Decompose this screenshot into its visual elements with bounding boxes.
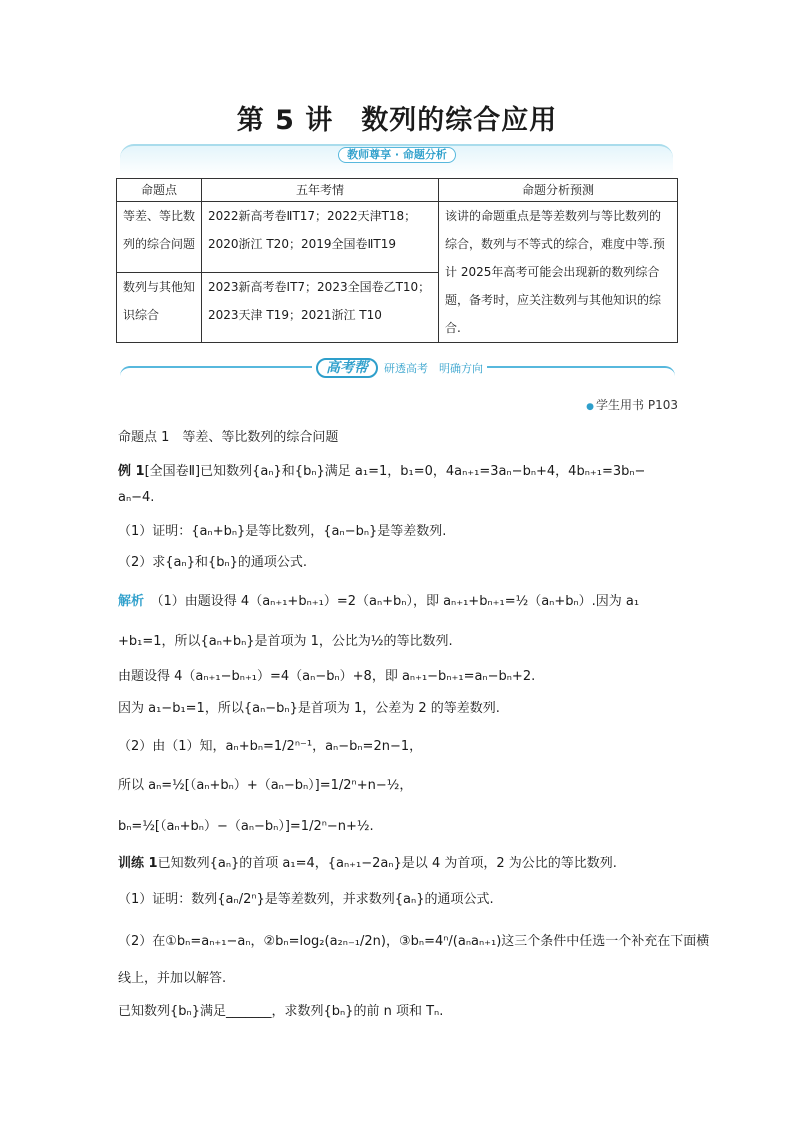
- example-line: 例 1[全国卷Ⅱ]已知数列{aₙ}和{bₙ}满足 a₁=1，b₁=0，4aₙ₊₁=3aₙ−bₙ+4，4bₙ₊₁=3bₙ−: [118, 464, 646, 479]
- solution-line: 解析 （1）由题设得 4（aₙ₊₁+bₙ₊₁）=2（aₙ+bₙ），即 aₙ₊₁+bₙ₊₁=½（aₙ+bₙ）.因为 a₁: [118, 594, 640, 609]
- question-2: （2）求{aₙ}和{bₙ}的通项公式.: [118, 555, 308, 570]
- training-line: 线上，并加以解答.: [118, 971, 227, 986]
- table-cell-history: 2023新高考卷ⅠT7；2023全国卷乙T10；2023天津 T19；2021浙江 T10: [202, 272, 439, 343]
- training-line: 已知数列{bₙ}满足_______，求数列{bₙ}的前 n 项和 Tₙ.: [118, 1004, 444, 1019]
- table-cell-prediction: 该讲的命题重点是等差数列与等比数列的综合，数列与不等式的综合，难度中等.预计 2025年高考可能会出现新的数列综合题，备考时，应关注数列与其他知识的综合.: [439, 202, 678, 343]
- gkb-banner: [312, 357, 487, 379]
- training-line: （1）证明：数列{aₙ/2ⁿ}是等差数列，并求数列{aₙ}的通项公式.: [118, 892, 494, 907]
- example-line: aₙ−4.: [118, 490, 155, 505]
- table-cell-history: 2022新高考卷ⅡT17；2022天津T18；2020浙江 T20；2019全国卷ⅡT19: [202, 202, 439, 273]
- page-title: 第 5 讲 数列的综合应用: [236, 105, 558, 136]
- table-cell-point: 等差、等比数列的综合问题: [117, 202, 202, 273]
- table-header-row: [117, 179, 678, 202]
- solution-label: 解析: [118, 594, 145, 609]
- gkb-badge: 高考帮: [316, 358, 378, 378]
- solution-line: +b₁=1，所以{aₙ+bₙ}是首项为 1，公比为½的等比数列.: [118, 634, 453, 649]
- question-1: （1）证明：{aₙ+bₙ}是等比数列，{aₙ−bₙ}是等差数列.: [118, 524, 447, 539]
- teacher-banner-label: 教师尊享 · 命题分析: [338, 147, 456, 163]
- training-label: 训练 1: [118, 856, 158, 871]
- topic-heading: 命题点 1 等差、等比数列的综合问题: [118, 430, 339, 445]
- training-line: 训练 1已知数列{aₙ}的首项 a₁=4，{aₙ₊₁−2aₙ}是以 4 为首项，2 为公比的等比数列.: [118, 856, 617, 871]
- example-label: 例 1: [118, 464, 145, 479]
- bullet-icon: ●: [586, 402, 595, 412]
- student-book-ref: ● 学生用书 P103: [586, 398, 678, 412]
- table-row: [117, 202, 678, 273]
- table-header: 命题分析预测: [439, 179, 678, 202]
- solution-line: bₙ=½[（aₙ+bₙ）−（aₙ−bₙ）]=1/2ⁿ−n+½.: [118, 819, 374, 834]
- training-line: （2）在①bₙ=aₙ₊₁−aₙ，②bₙ=log₂(a₂ₙ₋₁/2n)，③bₙ=4ⁿ/(aₙaₙ₊₁)这三个条件中任选一个补充在下面横: [118, 934, 710, 949]
- analysis-table: [116, 178, 678, 343]
- solution-line: 由题设得 4（aₙ₊₁−bₙ₊₁）=4（aₙ−bₙ）+8，即 aₙ₊₁−bₙ₊₁=aₙ−bₙ+2.: [118, 669, 536, 684]
- table-cell-point: 数列与其他知识综合: [117, 272, 202, 343]
- solution-line: （2）由（1）知，aₙ+bₙ=1/2ⁿ⁻¹，aₙ−bₙ=2n−1，: [118, 739, 423, 754]
- table-header: 五年考情: [202, 179, 439, 202]
- solution-line: 所以 aₙ=½[（aₙ+bₙ）+（aₙ−bₙ）]=1/2ⁿ+n−½，: [118, 778, 413, 793]
- gkb-subtitle: 研透高考 明确方向: [384, 362, 483, 375]
- table-header: 命题点: [117, 179, 202, 202]
- solution-line: 因为 a₁−b₁=1，所以{aₙ−bₙ}是首项为 1，公差为 2 的等差数列.: [118, 701, 500, 716]
